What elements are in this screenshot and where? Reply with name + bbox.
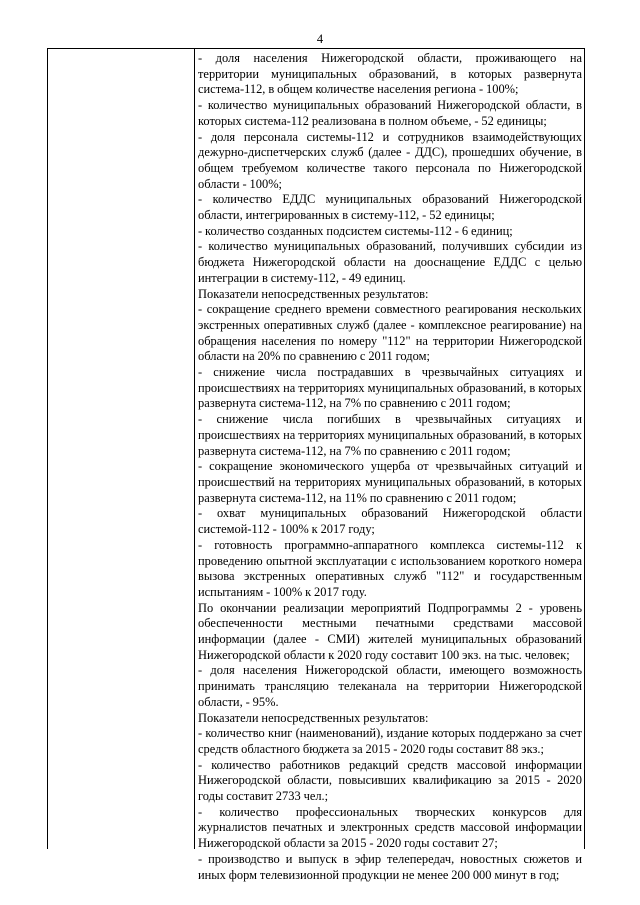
- table-right-cell: [196, 51, 584, 883]
- section-heading: Показатели непосредственных результатов:: [198, 286, 429, 301]
- section-heading: Показатели непосредственных результатов:: [198, 710, 429, 725]
- paragraph: - производство и выпуск в эфир телепередач, новостных сюжетов и иных форм телевизионной продукции не менее 200 000 минут в год;: [198, 851, 582, 882]
- paragraph: - снижение числа погибших в чрезвычайных ситуациях и происшествиях на территориях муниципальных образований, в которых развернута система-112, на 7% по сравнению с 2011 годом;: [198, 412, 582, 458]
- paragraph: - количество муниципальных образований, получивших субсидии из бюджета Нижегородской области на дооснащение ЕДДС с целью интеграции в систему-112, - 49 единиц.: [198, 239, 582, 285]
- paragraph: - доля персонала системы-112 и сотрудников взаимодействующих дежурно-диспетчерских служб (далее - ДДС), прошедших обучение, в общем требуемом количестве такого персонала по Нижегородской области - 100%;: [198, 129, 582, 191]
- paragraph: - доля населения Нижегородской области, имеющего возможность принимать трансляцию телеканала на территории Нижегородской области, - 95%.: [198, 663, 582, 709]
- paragraph: - сокращение экономического ущерба от чрезвычайных ситуаций и происшествий на территориях муниципальных образований, в которых развернута система-112, на 11% по сравнению с 2011 годом;: [198, 459, 582, 505]
- paragraph: - количество профессиональных творческих конкурсов для журналистов печатных и электронных средств массовой информации Нижегородской области за 2015 - 2020 годы составит 27;: [198, 804, 582, 851]
- paragraph: - снижение числа пострадавших в чрезвычайных ситуациях и происшествиях на территориях муниципальных образований, в которых развернута система-112, на 7% по сравнению с 2011 годом;: [198, 365, 582, 411]
- page-number: 4: [316, 32, 324, 46]
- paragraph: - количество муниципальных образований Нижегородской области, в которых система-112 реализована в полном объеме, - 52 единицы;: [198, 98, 582, 128]
- paragraph: - количество работников редакций средств массовой информации Нижегородской области, повысивших квалификацию за 2015 - 2020 годы составит 2733 чел.;: [198, 757, 582, 804]
- paragraph: - готовность программно-аппаратного комплекса системы-112 к проведению опытной эксплуатации с использованием короткого номера вызова экстренных оперативных служб "112" и государственным испытаниям - 100% к 2017 году.: [198, 537, 582, 599]
- paragraph: - количество книг (наименований), издание которых поддержано за счет средств областного бюджета за 2015 - 2020 годы составит 88 экз.;: [198, 726, 582, 756]
- document-table: [47, 48, 585, 882]
- paragraph: - количество ЕДДС муниципальных образований Нижегородской области, интегрированных в систему-112, - 52 единицы;: [198, 192, 582, 223]
- paragraph: - доля населения Нижегородской области, проживающего на территории муниципальных образований, в которых развернута система-112, в общем количестве населения региона - 100%;: [198, 51, 582, 97]
- paragraph: По окончании реализации мероприятий Подпрограммы 2 - уровень обеспеченности местными печатными средствами массовой информации (далее - СМИ) жителей муниципальных образований Нижегородской области к 2020 году составит 100 экз. на тыс. человек;: [198, 600, 582, 662]
- table-left-cell: [48, 49, 195, 849]
- paragraph: - охват муниципальных образований Нижегородской области системой-112 - 100% к 2017 году;: [198, 506, 582, 537]
- paragraph: - количество созданных подсистем системы-112 - 6 единиц;: [198, 223, 513, 238]
- paragraph: - сокращение среднего времени совместного реагирования нескольких экстренных оперативных служб (далее - комплексное реагирование) на обращения населения по номеру "112" на территории Нижегородской области на 20% по сравнению с 2011 годом;: [198, 302, 582, 364]
